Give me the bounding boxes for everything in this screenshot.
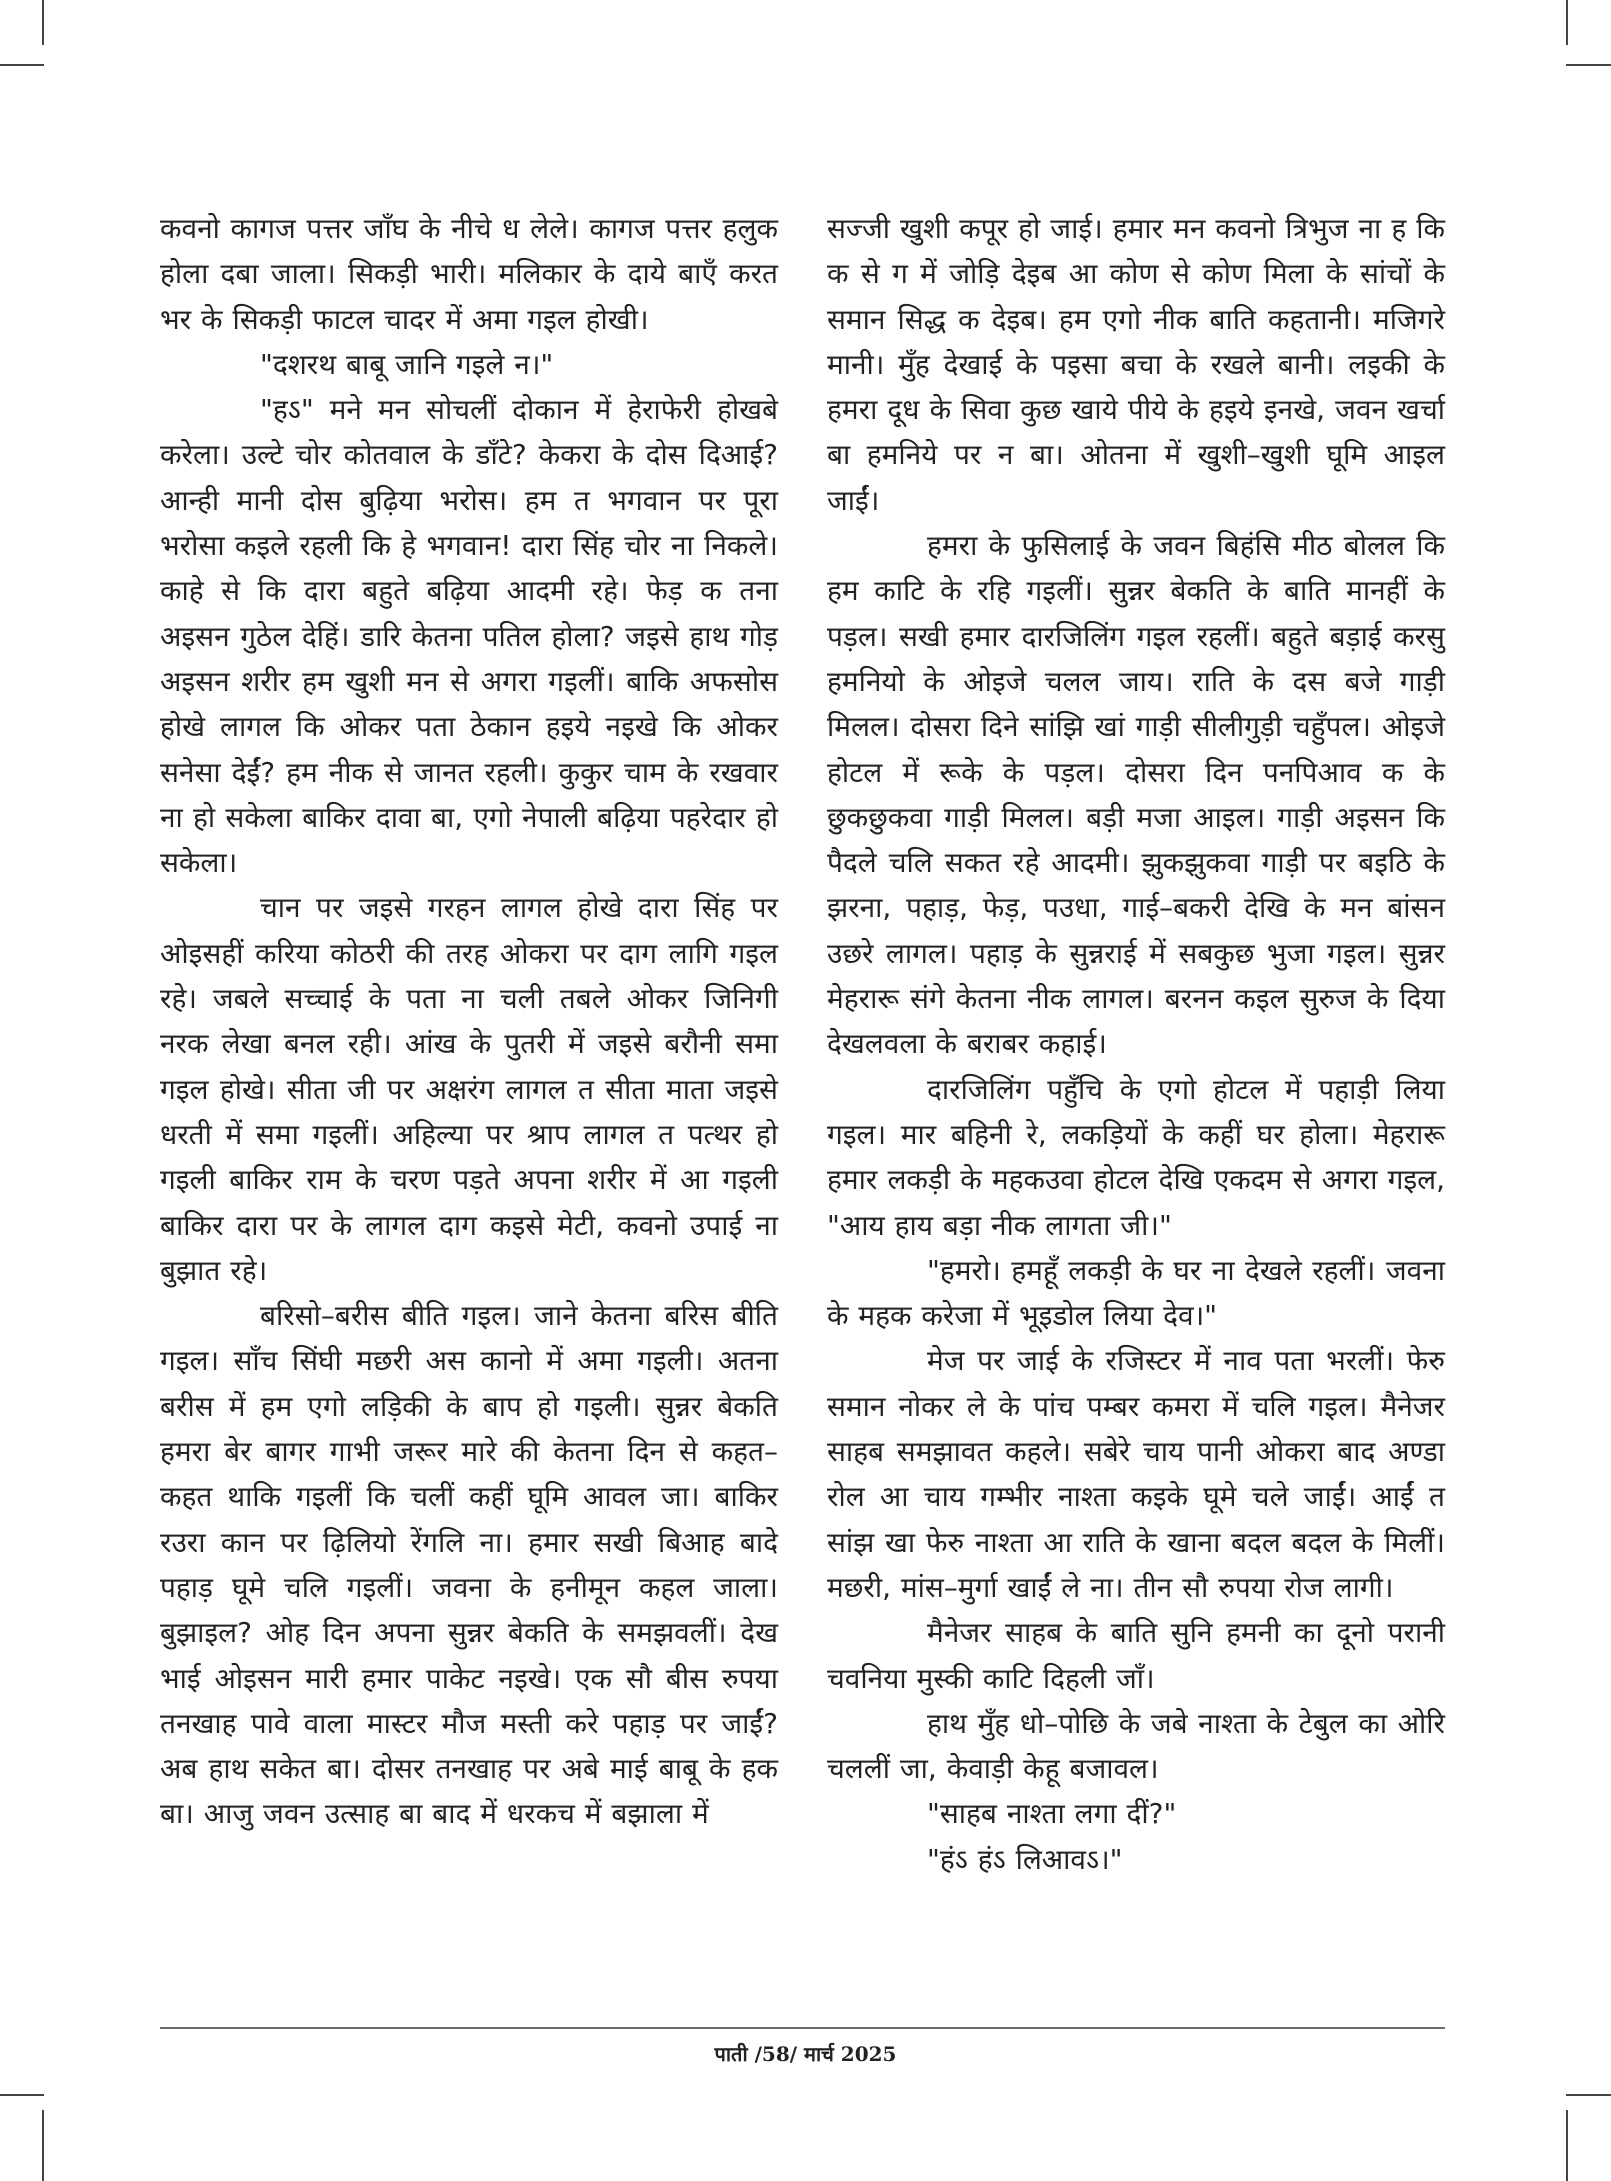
page-footer: पाती /58/ मार्च 2025 (714, 2042, 897, 2066)
paragraph: हमरा के फुसिलाई के जवन बिहंसि मीठ बोलल कि हम काटि के रहि गइलीं। सुन्नर बेकति के बाति मानहीं के पड़ल। सखी हमार दारजिलिंग गइल रहलीं। बहुते बड़ाई करसु हमनियो के ओइजे चलल जाय। राति के दस बजे गाड़ी मिलल। दोसरा दिने सांझि खां गाड़ी सीलीगुड़ी चहुँपल। ओइजे होटल में रूके के पड़ल। दोसरा दिन पनपिआव क के छुकछुकवा गाड़ी मिलल। बड़ी मजा आइल। गाड़ी अइसन कि पैदले चलि सकत रहे आदमी। झुकझुकवा गाड़ी पर बइठि के झरना, पहाड़, फेड़, पउधा, गाई–बकरी देखि के मन बांसन उछरे लागल। पहाड़ के सुन्नराई में सबकुछ भुजा गइल। सुन्नर मेहरारू संगे केतना नीक लागल। बरनन कइल सुरुज के दिया देखलवला के बराबर कहाई। (827, 529, 1445, 1061)
crop-mark-top-right-vertical (1566, 0, 1568, 45)
footer-divider (160, 2027, 1445, 2029)
paragraph: "दशरथ बाबू जानि गइले न।" (260, 347, 554, 381)
paragraph: कवनो कागज पत्तर जाँघ के नीचे ध लेले। कागज पत्तर हलुक होला दबा जाला। सिकड़ी भारी। मलिकार के दाये बाएँ करत भर के सिकड़ी फाटल चादर में अमा गइल होखी। (160, 212, 778, 336)
paragraph: "हऽ" मने मन सोचलीं दोकान में हेराफेरी होखबे करेला। उल्टे चोर कोतवाल के डाँटे? केकरा के दोस दिआई? आन्ही मानी दोस बुढ़िया भरोस। हम त भगवान पर पूरा भरोसा कइले रहली कि हे भगवान! दारा सिंह चोर ना निकले। काहे से कि दारा बहुते बढ़िया आदमी रहे। फेड़ क तना अइसन गुठेल देहिं। डारि केतना पतिल होला? जइसे हाथ गोड़ अइसन शरीर हम खुशी मन से अगरा गइलीं। बाकि अफसोस होखे लागल कि ओकर पता ठेकान हइये नइखे कि ओकर सनेसा देईं? हम नीक से जानत रहली। कुकुर चाम के रखवार ना हो सकेला बाकिर दावा बा, एगो नेपाली बढ़िया पहरेदार हो सकेला। (160, 393, 778, 880)
crop-mark-top-left-horizontal (0, 64, 44, 66)
paragraph: "हंऽ हंऽ लिआवऽ।" (927, 1842, 1123, 1876)
left-text-column (160, 206, 778, 1837)
crop-mark-bottom-right-vertical (1566, 2110, 1568, 2181)
paragraph: "साहब नाश्ता लगा दीं?" (927, 1797, 1177, 1831)
right-text-column (827, 206, 1445, 1882)
paragraph: मैनेजर साहब के बाति सुनि हमनी का दूनो परानी चवनिया मुस्की काटि दिहली जाँ। (827, 1616, 1445, 1695)
paragraph: सज्जी खुशी कपूर हो जाई। हमार मन कवनो त्रिभुज ना ह कि क से ग में जोड़ि देइब आ कोण से कोण मिला के सांचों के समान सिद्ध क देइब। हम एगो नीक बाति कहतानी। मजिगरे मानी। मुँह देखाई के पइसा बचा के रखले बानी। लइकी के हमरा दूध के सिवा कुछ खाये पीये के हइये इनखे, जवन खर्चा बा हमनिये पर न बा। ओतना में खुशी–खुशी घूमि आइल जाईं। (827, 212, 1445, 517)
paragraph: चान पर जइसे गरहन लागल होखे दारा सिंह पर ओइसहीं करिया कोठरी की तरह ओकरा पर दाग लागि गइल रहे। जबले सच्चाई के पता ना चली तबले ओकर जिनिगी नरक लेखा बनल रही। आंख के पुतरी में जइसे बरौनी समा गइल होखे। सीता जी पर अक्षरंग लागल त सीता माता जइसे धरती में समा गइलीं। अहिल्या पर श्राप लागल त पत्थर हो गइली बाकिर राम के चरण पड़ते अपना शरीर में आ गइली बाकिर दारा पर के लागल दाग कइसे मेटी, कवनो उपाई ना बुझात रहे। (160, 891, 778, 1287)
paragraph: बरिसो–बरीस बीति गइल। जाने केतना बरिस बीति गइल। साँच सिंघी मछरी अस कानो में अमा गइली। अतना बरीस में हम एगो लड़िकी के बाप हो गइली। सुन्नर बेकति हमरा बेर बागर गाभी जरूर मारे की केतना दिन से कहत–कहत थाकि गइलीं कि चलीं कहीं घूमि आवल जा। बाकिर रउरा कान पर ढ़िलियो रेंगलि ना। हमार सखी बिआह बादे पहाड़ घूमे चलि गइलीं। जवना के हनीमून कहल जाला। बुझाइल? ओह दिन अपना सुन्नर बेकति के समझवलीं। देख भाई ओइसन मारी हमार पाकेट नइखे। एक सौ बीस रुपया तनखाह पावे वाला मास्टर मौज मस्ती करे पहाड़ पर जाईं? अब हाथ सकेत बा। दोसर तनखाह पर अबे माई बाबू के हक बा। आजु जवन उत्साह बा बाद में धरकच में बझाला में (160, 1299, 778, 1831)
crop-mark-top-left-vertical (42, 0, 44, 45)
paragraph: दारजिलिंग पहुँचि के एगो होटल में पहाड़ी लिया गइल। मार बहिनी रे, लकड़ियों के कहीं घर होला। मेहरारू हमार लकड़ी के महकउवा होटल देखि एकदम से अगरा गइल, "आय हाय बड़ा नीक लागता जी।" (827, 1072, 1445, 1242)
crop-mark-bottom-right-horizontal (1566, 2094, 1611, 2096)
paragraph: "हमरो। हमहूँ लकड़ी के घर ना देखले रहलीं। जवना के महक करेजा में भूइडोल लिया देव।" (827, 1253, 1445, 1333)
crop-mark-bottom-left-horizontal (0, 2094, 44, 2096)
crop-mark-bottom-left-vertical (42, 2110, 44, 2181)
paragraph: मेज पर जाई के रजिस्टर में नाव पता भरलीं। फेरु समान नोकर ले के पांच पम्बर कमरा में चलि गइल। मैनेजर साहब समझावत कहले। सबेरे चाय पानी ओकरा बाद अण्डा रोल आ चाय गम्भीर नाश्ता कइके घूमे चले जाईं। आईं त सांझ खा फेरु नाश्ता आ राति के खाना बदल बदल के मिलीं। मछरी, मांस–मुर्गा खाईं ले ना। तीन सौ रुपया रोज लागी। (827, 1344, 1445, 1604)
crop-mark-top-right-horizontal (1566, 64, 1611, 66)
paragraph: हाथ मुँह धो–पोछि के जबे नाश्ता के टेबुल का ओरि चललीं जा, केवाड़ी केहू बजावल। (827, 1706, 1445, 1786)
